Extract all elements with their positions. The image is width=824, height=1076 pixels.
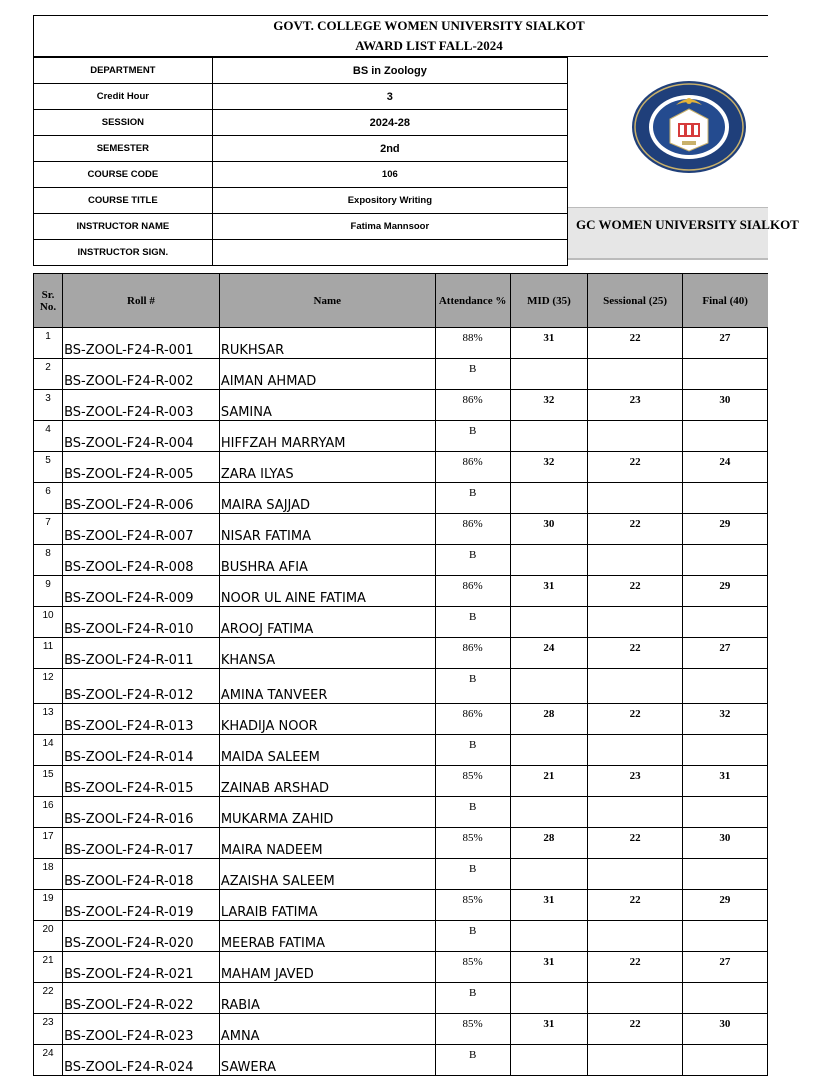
table-row	[34, 328, 768, 359]
final-marks-cell[interactable]	[682, 359, 767, 390]
info-value: 2024-28	[212, 110, 567, 136]
sessional-marks-cell[interactable]	[588, 545, 682, 576]
mid-marks-cell[interactable]	[510, 545, 588, 576]
serial-number-cell: 24	[34, 1045, 63, 1076]
serial-number-cell: 1	[34, 328, 63, 359]
final-marks-cell[interactable]	[682, 421, 767, 452]
mid-marks-cell[interactable]	[510, 983, 588, 1014]
attendance-cell[interactable]: 86%	[435, 638, 510, 669]
roll-number-cell: BS-ZOOL-F24-R-006	[63, 483, 220, 514]
university-seal-icon	[630, 79, 748, 175]
final-marks-cell[interactable]	[682, 797, 767, 828]
info-value: Fatima Mannsoor	[212, 214, 567, 240]
serial-number-cell: 23	[34, 1014, 63, 1045]
table-header-row	[34, 274, 768, 328]
mid-marks-cell[interactable]: 28	[510, 828, 588, 859]
attendance-cell[interactable]: B	[435, 921, 510, 952]
attendance-cell[interactable]: B	[435, 483, 510, 514]
attendance-cell[interactable]: 85%	[435, 1014, 510, 1045]
mid-marks-cell[interactable]: 32	[510, 390, 588, 421]
roll-number-cell: BS-ZOOL-F24-R-008	[63, 545, 220, 576]
student-name-cell: AZAISHA SALEEM	[219, 859, 435, 890]
mid-marks-cell[interactable]: 21	[510, 766, 588, 797]
info-label: INSTRUCTOR NAME	[34, 214, 213, 240]
table-row	[34, 638, 768, 669]
roll-number-cell: BS-ZOOL-F24-R-020	[63, 921, 220, 952]
student-name-cell: NISAR FATIMA	[219, 514, 435, 545]
sessional-marks-cell[interactable]: 22	[588, 576, 682, 607]
attendance-cell[interactable]: B	[435, 1045, 510, 1076]
sessional-marks-cell[interactable]: 22	[588, 328, 682, 359]
attendance-cell[interactable]: 85%	[435, 952, 510, 983]
attendance-cell[interactable]: B	[435, 421, 510, 452]
col-header-mid: MID (35)	[510, 274, 588, 328]
sessional-marks-cell[interactable]	[588, 859, 682, 890]
table-row	[34, 390, 768, 421]
final-marks-cell[interactable]: 31	[682, 766, 767, 797]
serial-number-cell: 13	[34, 704, 63, 735]
mid-marks-cell[interactable]	[510, 797, 588, 828]
title-block	[33, 15, 768, 57]
serial-number-cell: 10	[34, 607, 63, 638]
attendance-cell[interactable]: 86%	[435, 390, 510, 421]
roll-number-cell: BS-ZOOL-F24-R-009	[63, 576, 220, 607]
mid-marks-cell[interactable]	[510, 921, 588, 952]
table-row	[34, 359, 768, 390]
serial-number-cell: 2	[34, 359, 63, 390]
student-name-cell: MEERAB FATIMA	[219, 921, 435, 952]
table-row	[34, 735, 768, 766]
info-value: Expository Writing	[212, 188, 567, 214]
sessional-marks-cell[interactable]	[588, 735, 682, 766]
info-row	[34, 58, 568, 84]
mid-marks-cell[interactable]: 31	[510, 576, 588, 607]
serial-number-cell: 19	[34, 890, 63, 921]
info-label: COURSE CODE	[34, 162, 213, 188]
sessional-marks-cell[interactable]: 22	[588, 952, 682, 983]
attendance-cell[interactable]: 86%	[435, 704, 510, 735]
table-row	[34, 483, 768, 514]
student-name-cell: HIFFZAH MARRYAM	[219, 421, 435, 452]
roll-number-cell: BS-ZOOL-F24-R-001	[63, 328, 220, 359]
serial-number-cell: 16	[34, 797, 63, 828]
roll-number-cell: BS-ZOOL-F24-R-012	[63, 669, 220, 704]
final-marks-cell[interactable]: 30	[682, 390, 767, 421]
attendance-cell[interactable]: B	[435, 607, 510, 638]
mid-marks-cell[interactable]	[510, 421, 588, 452]
info-label: Credit Hour	[34, 84, 213, 110]
table-row	[34, 766, 768, 797]
final-marks-cell[interactable]	[682, 921, 767, 952]
table-row	[34, 704, 768, 735]
final-marks-cell[interactable]: 27	[682, 328, 767, 359]
final-marks-cell[interactable]: 27	[682, 952, 767, 983]
roll-number-cell: BS-ZOOL-F24-R-005	[63, 452, 220, 483]
final-marks-cell[interactable]	[682, 983, 767, 1014]
mid-marks-cell[interactable]: 31	[510, 952, 588, 983]
award-table-body	[34, 328, 768, 1076]
attendance-cell[interactable]: B	[435, 545, 510, 576]
attendance-cell[interactable]: 86%	[435, 452, 510, 483]
info-value: 106	[212, 162, 567, 188]
mid-marks-cell[interactable]: 28	[510, 704, 588, 735]
info-label: DEPARTMENT	[34, 58, 213, 84]
final-marks-cell[interactable]: 29	[682, 514, 767, 545]
col-header-roll: Roll #	[63, 274, 220, 328]
info-value: BS in Zoology	[212, 58, 567, 84]
attendance-cell[interactable]: 85%	[435, 766, 510, 797]
roll-number-cell: BS-ZOOL-F24-R-023	[63, 1014, 220, 1045]
final-marks-cell[interactable]	[682, 483, 767, 514]
student-name-cell: SAWERA	[219, 1045, 435, 1076]
student-name-cell: MAIRA NADEEM	[219, 828, 435, 859]
table-row	[34, 983, 768, 1014]
final-marks-cell[interactable]	[682, 669, 767, 704]
sessional-marks-cell[interactable]: 22	[588, 890, 682, 921]
attendance-cell[interactable]: 85%	[435, 828, 510, 859]
final-marks-cell[interactable]: 29	[682, 576, 767, 607]
university-title: GOVT. COLLEGE WOMEN UNIVERSITY SIALKOT	[273, 18, 585, 33]
info-row	[34, 214, 568, 240]
mid-marks-cell[interactable]	[510, 483, 588, 514]
final-marks-cell[interactable]	[682, 859, 767, 890]
attendance-cell[interactable]: 88%	[435, 328, 510, 359]
serial-number-cell: 7	[34, 514, 63, 545]
mid-marks-cell[interactable]: 31	[510, 328, 588, 359]
sessional-marks-cell[interactable]	[588, 921, 682, 952]
sessional-marks-cell[interactable]	[588, 797, 682, 828]
mid-marks-cell[interactable]	[510, 735, 588, 766]
student-name-cell: AROOJ FATIMA	[219, 607, 435, 638]
info-row	[34, 162, 568, 188]
roll-number-cell: BS-ZOOL-F24-R-004	[63, 421, 220, 452]
student-name-cell: MAIDA SALEEM	[219, 735, 435, 766]
table-row	[34, 514, 768, 545]
roll-number-cell: BS-ZOOL-F24-R-014	[63, 735, 220, 766]
student-name-cell: MAIRA SAJJAD	[219, 483, 435, 514]
attendance-cell[interactable]: B	[435, 359, 510, 390]
info-row	[34, 188, 568, 214]
table-row	[34, 1014, 768, 1045]
attendance-cell[interactable]: 85%	[435, 890, 510, 921]
info-row	[34, 136, 568, 162]
table-row	[34, 952, 768, 983]
col-header-sessional: Sessional (25)	[588, 274, 682, 328]
roll-number-cell: BS-ZOOL-F24-R-003	[63, 390, 220, 421]
roll-number-cell: BS-ZOOL-F24-R-016	[63, 797, 220, 828]
sessional-marks-cell[interactable]: 22	[588, 1014, 682, 1045]
attendance-cell[interactable]: B	[435, 983, 510, 1014]
mid-marks-cell[interactable]: 32	[510, 452, 588, 483]
attendance-cell[interactable]: B	[435, 735, 510, 766]
student-name-cell: LARAIB FATIMA	[219, 890, 435, 921]
award-table	[33, 273, 768, 1076]
sessional-marks-cell[interactable]	[588, 983, 682, 1014]
student-name-cell: ZARA ILYAS	[219, 452, 435, 483]
roll-number-cell: BS-ZOOL-F24-R-010	[63, 607, 220, 638]
serial-number-cell: 11	[34, 638, 63, 669]
serial-number-cell: 12	[34, 669, 63, 704]
student-name-cell: BUSHRA AFIA	[219, 545, 435, 576]
serial-number-cell: 5	[34, 452, 63, 483]
serial-number-cell: 18	[34, 859, 63, 890]
table-row	[34, 859, 768, 890]
serial-number-cell: 17	[34, 828, 63, 859]
info-row	[34, 84, 568, 110]
final-marks-cell[interactable]: 27	[682, 638, 767, 669]
mid-marks-cell[interactable]: 24	[510, 638, 588, 669]
table-row	[34, 921, 768, 952]
student-name-cell: KHANSA	[219, 638, 435, 669]
sessional-marks-cell[interactable]: 22	[588, 638, 682, 669]
final-marks-cell[interactable]: 24	[682, 452, 767, 483]
info-label: INSTRUCTOR SIGN.	[34, 240, 213, 266]
student-name-cell: RUKHSAR	[219, 328, 435, 359]
info-row	[34, 110, 568, 136]
roll-number-cell: BS-ZOOL-F24-R-022	[63, 983, 220, 1014]
roll-number-cell: BS-ZOOL-F24-R-002	[63, 359, 220, 390]
attendance-cell[interactable]: B	[435, 859, 510, 890]
sessional-marks-cell[interactable]	[588, 483, 682, 514]
university-name-band	[568, 207, 799, 260]
info-value: 3	[212, 84, 567, 110]
student-name-cell: MAHAM JAVED	[219, 952, 435, 983]
table-row	[34, 576, 768, 607]
roll-number-cell: BS-ZOOL-F24-R-024	[63, 1045, 220, 1076]
roll-number-cell: BS-ZOOL-F24-R-011	[63, 638, 220, 669]
serial-number-cell: 14	[34, 735, 63, 766]
col-header-attendance: Attendance %	[435, 274, 510, 328]
final-marks-cell[interactable]	[682, 545, 767, 576]
table-row	[34, 669, 768, 704]
mid-marks-cell[interactable]	[510, 607, 588, 638]
table-row	[34, 545, 768, 576]
sessional-marks-cell[interactable]: 22	[588, 514, 682, 545]
table-row	[34, 452, 768, 483]
final-marks-cell[interactable]	[682, 1045, 767, 1076]
sessional-marks-cell[interactable]: 22	[588, 704, 682, 735]
roll-number-cell: BS-ZOOL-F24-R-021	[63, 952, 220, 983]
attendance-cell[interactable]: B	[435, 797, 510, 828]
mid-marks-cell[interactable]	[510, 669, 588, 704]
attendance-cell[interactable]: 86%	[435, 576, 510, 607]
mid-marks-cell[interactable]: 31	[510, 1014, 588, 1045]
attendance-cell[interactable]: 86%	[435, 514, 510, 545]
student-name-cell: AMNA	[219, 1014, 435, 1045]
serial-number-cell: 20	[34, 921, 63, 952]
col-header-sr: Sr. No.	[34, 274, 63, 328]
serial-number-cell: 9	[34, 576, 63, 607]
col-header-final: Final (40)	[682, 274, 767, 328]
serial-number-cell: 8	[34, 545, 63, 576]
sessional-marks-cell[interactable]	[588, 1045, 682, 1076]
student-name-cell: NOOR UL AINE FATIMA	[219, 576, 435, 607]
final-marks-cell[interactable]: 30	[682, 1014, 767, 1045]
serial-number-cell: 21	[34, 952, 63, 983]
award-list-title: AWARD LIST FALL-2024	[355, 38, 503, 53]
serial-number-cell: 4	[34, 421, 63, 452]
instructor-sign-field[interactable]	[212, 240, 567, 266]
student-name-cell: ZAINAB ARSHAD	[219, 766, 435, 797]
final-marks-cell[interactable]: 29	[682, 890, 767, 921]
student-name-cell: MUKARMA ZAHID	[219, 797, 435, 828]
serial-number-cell: 6	[34, 483, 63, 514]
student-name-cell: RABIA	[219, 983, 435, 1014]
course-info-table	[33, 57, 568, 266]
roll-number-cell: BS-ZOOL-F24-R-013	[63, 704, 220, 735]
final-marks-cell[interactable]	[682, 607, 767, 638]
sessional-marks-cell[interactable]: 23	[588, 390, 682, 421]
mid-marks-cell[interactable]	[510, 1045, 588, 1076]
info-value: 2nd	[212, 136, 567, 162]
roll-number-cell: BS-ZOOL-F24-R-019	[63, 890, 220, 921]
roll-number-cell: BS-ZOOL-F24-R-015	[63, 766, 220, 797]
final-marks-cell[interactable]	[682, 735, 767, 766]
info-label: SESSION	[34, 110, 213, 136]
student-name-cell: KHADIJA NOOR	[219, 704, 435, 735]
table-row	[34, 421, 768, 452]
student-name-cell: AMINA TANVEER	[219, 669, 435, 704]
university-name-band-text: GC WOMEN UNIVERSITY SIALKOT	[576, 217, 799, 232]
info-row	[34, 240, 568, 266]
logo-area	[568, 57, 768, 207]
mid-marks-cell[interactable]: 30	[510, 514, 588, 545]
mid-marks-cell[interactable]	[510, 859, 588, 890]
sessional-marks-cell[interactable]	[588, 359, 682, 390]
attendance-cell[interactable]: B	[435, 669, 510, 704]
table-row	[34, 607, 768, 638]
mid-marks-cell[interactable]: 31	[510, 890, 588, 921]
info-label: SEMESTER	[34, 136, 213, 162]
final-marks-cell[interactable]: 32	[682, 704, 767, 735]
student-name-cell: AIMAN AHMAD	[219, 359, 435, 390]
sessional-marks-cell[interactable]: 23	[588, 766, 682, 797]
serial-number-cell: 22	[34, 983, 63, 1014]
sessional-marks-cell[interactable]	[588, 421, 682, 452]
roll-number-cell: BS-ZOOL-F24-R-017	[63, 828, 220, 859]
col-header-name: Name	[219, 274, 435, 328]
roll-number-cell: BS-ZOOL-F24-R-007	[63, 514, 220, 545]
sessional-marks-cell[interactable]: 22	[588, 828, 682, 859]
sessional-marks-cell[interactable]: 22	[588, 452, 682, 483]
table-row	[34, 890, 768, 921]
sessional-marks-cell[interactable]	[588, 669, 682, 704]
table-row	[34, 828, 768, 859]
serial-number-cell: 3	[34, 390, 63, 421]
info-label: COURSE TITLE	[34, 188, 213, 214]
roll-number-cell: BS-ZOOL-F24-R-018	[63, 859, 220, 890]
sessional-marks-cell[interactable]	[588, 607, 682, 638]
serial-number-cell: 15	[34, 766, 63, 797]
mid-marks-cell[interactable]	[510, 359, 588, 390]
student-name-cell: SAMINA	[219, 390, 435, 421]
table-row	[34, 1045, 768, 1076]
final-marks-cell[interactable]: 30	[682, 828, 767, 859]
table-row	[34, 797, 768, 828]
